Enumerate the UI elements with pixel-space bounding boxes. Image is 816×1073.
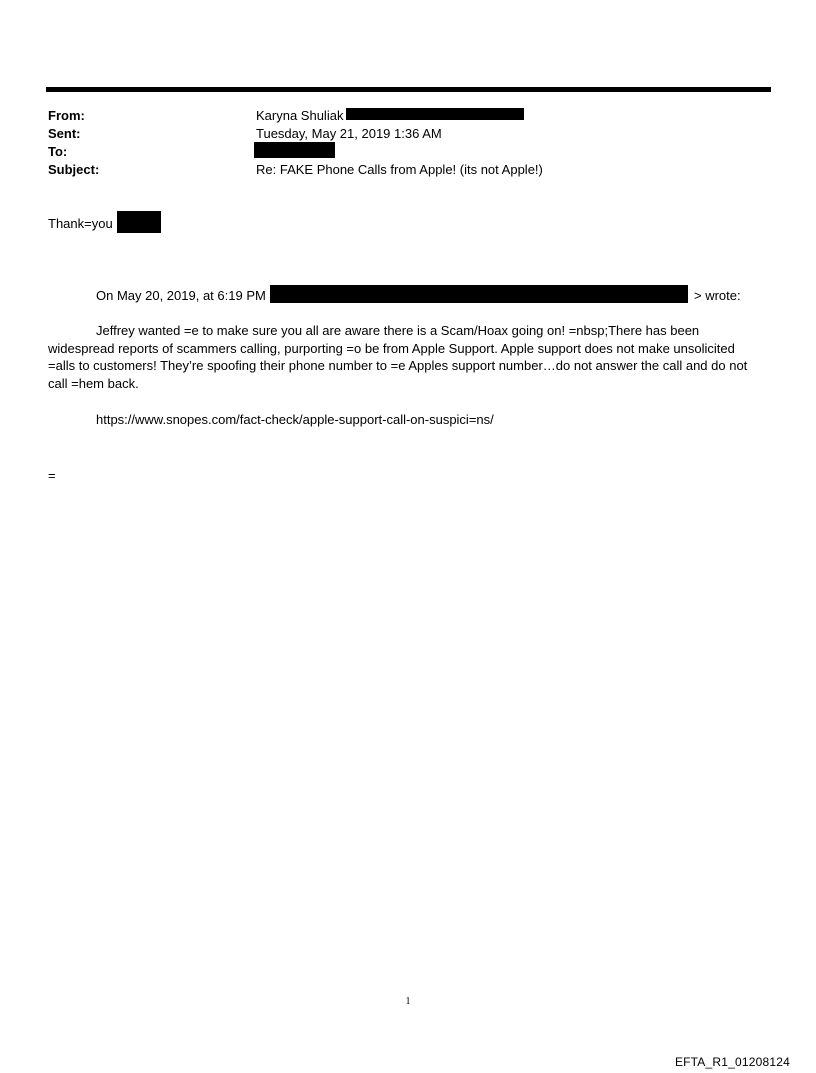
quoted-paragraph: Jeffrey wanted =e to make sure you all are aware there is a Scam/Hoax going on! =nbsp;There has been widespread reports of scammers calling, purporting =o be from Apple Support. Apple support does not make unsolicited =alls to customers! They’re spoofing their phone number to =e Apples support number…do not answer the call and do not call =hem back. xyxy=(48,323,748,391)
subject-value: Re: FAKE Phone Calls from Apple! (its not Apple!) xyxy=(256,162,543,177)
from-label: From: xyxy=(48,108,85,123)
sent-value: Tuesday, May 21, 2019 1:36 AM xyxy=(256,126,442,141)
quote-intro-end: > wrote: xyxy=(694,288,741,303)
subject-label: Subject: xyxy=(48,162,100,177)
redaction-box xyxy=(270,285,688,303)
reply-text: Thank=you xyxy=(48,216,113,231)
snopes-link[interactable]: https://www.snopes.com/fact-check/apple-support-call-on-suspici=ns/ xyxy=(96,412,494,427)
header-rule xyxy=(46,87,771,92)
sent-label: Sent: xyxy=(48,126,81,141)
quote-intro: On May 20, 2019, at 6:19 PM xyxy=(96,288,266,303)
redaction-box xyxy=(346,108,524,120)
redaction-box xyxy=(117,211,161,233)
to-label: To: xyxy=(48,144,68,159)
document-id: EFTA_R1_01208124 xyxy=(674,1055,790,1069)
from-value: Karyna Shuliak xyxy=(256,108,344,123)
page-number: 1 xyxy=(405,996,411,1007)
redaction-box xyxy=(254,142,335,158)
trailing-text: = xyxy=(48,468,56,483)
